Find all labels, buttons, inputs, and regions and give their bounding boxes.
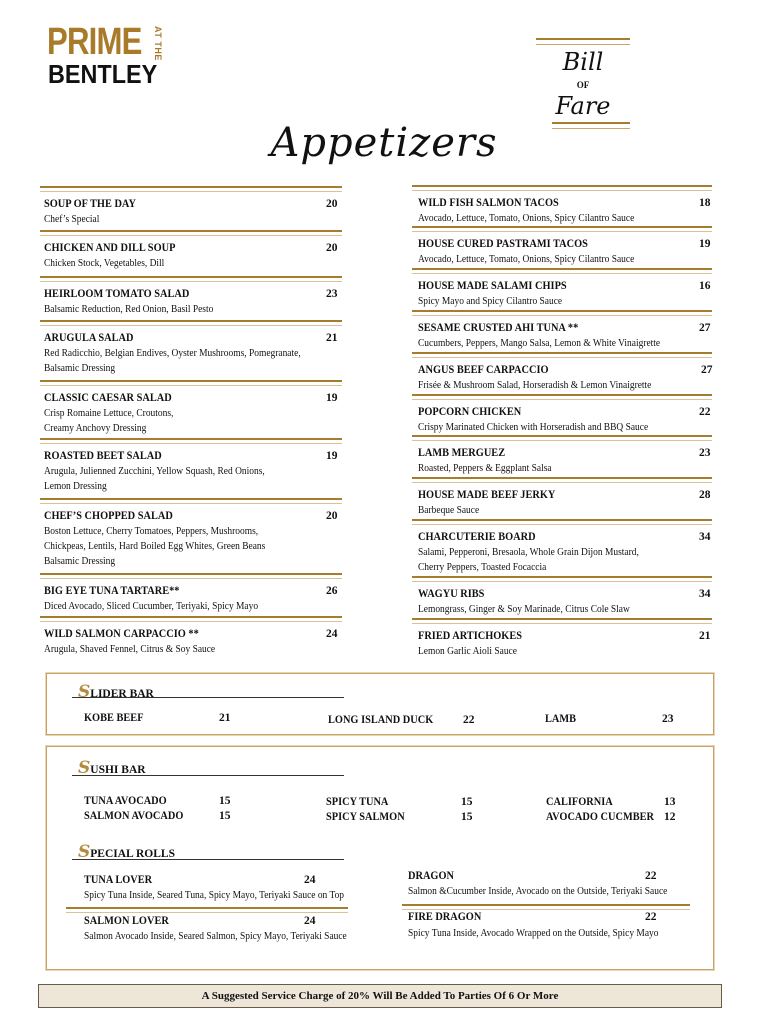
menu-divider xyxy=(40,320,342,326)
menu-item-name: BIG EYE TUNA TARTARE** xyxy=(44,585,180,597)
slider-bar-cap: S xyxy=(78,682,91,702)
menu-item-price: 21 xyxy=(326,332,338,344)
menu-item-price: 16 xyxy=(699,280,711,292)
menu-item-description: Creamy Anchovy Dressing xyxy=(44,423,147,434)
menu-item-name: LAMB MERGUEZ xyxy=(418,447,506,459)
menu-item-description: Frisée & Mushroom Salad, Horseradish & Lemon Vinaigrette xyxy=(418,380,652,391)
sushi-item-name: CALIFORNIA xyxy=(546,796,613,808)
sushi-item-price: 15 xyxy=(461,811,473,823)
service-charge-notice: A Suggested Service Charge of 20% Will Be Added To Parties Of 6 Or More xyxy=(38,984,722,1008)
menu-item-price: 19 xyxy=(326,450,338,462)
slider-item-price: 23 xyxy=(662,713,674,725)
menu-item-price: 20 xyxy=(326,510,338,522)
menu-divider xyxy=(40,616,342,622)
roll-name: TUNA LOVER xyxy=(84,874,153,886)
menu-item-name: SOUP OF THE DAY xyxy=(44,198,136,210)
menu-divider xyxy=(40,276,342,282)
roll-price: 24 xyxy=(304,874,316,886)
menu-item-price: 22 xyxy=(699,406,711,418)
menu-item-name: ARUGULA SALAD xyxy=(44,332,134,344)
menu-item-description: Chicken Stock, Vegetables, Dill xyxy=(44,258,165,269)
slider-item-name: KOBE BEEF xyxy=(84,712,144,724)
menu-item-price: 20 xyxy=(326,198,338,210)
slider-item-name: LONG ISLAND DUCK xyxy=(328,714,434,726)
sushi-item-price: 15 xyxy=(461,796,473,808)
logo-prime: PRIME xyxy=(47,21,142,63)
menu-item-description: Arugula, Julienned Zucchini, Yellow Squash, Red Onions, xyxy=(44,466,265,477)
menu-divider xyxy=(412,185,712,191)
menu-item-name: HOUSE CURED PASTRAMI TACOS xyxy=(418,238,588,250)
sushi-item-price: 15 xyxy=(219,810,231,822)
menu-item-description: Diced Avocado, Sliced Cucumber, Teriyaki, Spicy Mayo xyxy=(44,601,259,612)
sushi-item-price: 15 xyxy=(219,795,231,807)
menu-item-name: ROASTED BEET SALAD xyxy=(44,450,162,462)
menu-item-price: 27 xyxy=(701,364,713,376)
menu-item-description: Lemon Dressing xyxy=(44,481,107,492)
menu-item-name: FRIED ARTICHOKES xyxy=(418,630,523,642)
menu-divider xyxy=(412,394,712,400)
roll-divider xyxy=(66,907,348,913)
menu-item-price: 21 xyxy=(699,630,711,642)
menu-item-description: Balsamic Dressing xyxy=(44,556,116,567)
menu-divider xyxy=(412,435,712,441)
roll-divider xyxy=(402,904,690,910)
sushi-item-name: SPICY TUNA xyxy=(326,796,389,808)
menu-item-name: ANGUS BEEF CARPACCIO xyxy=(418,364,549,376)
slider-bar-underline xyxy=(72,697,344,698)
roll-desc: Spicy Tuna Inside, Avocado Wrapped on the Outside, Spicy Mayo xyxy=(408,928,659,939)
sushi-item-name: SALMON AVOCADO xyxy=(84,810,184,822)
roll-price: 22 xyxy=(645,911,657,923)
menu-item-price: 19 xyxy=(699,238,711,250)
menu-item-price: 27 xyxy=(699,322,711,334)
sushi-item-price: 13 xyxy=(664,796,676,808)
menu-divider xyxy=(412,226,712,232)
menu-item-description: Red Radicchio, Belgian Endives, Oyster Mushrooms, Pomegranate, xyxy=(44,348,301,359)
menu-divider xyxy=(40,230,342,236)
menu-item-name: WILD SALMON CARPACCIO ** xyxy=(44,628,199,640)
menu-item-name: CHARCUTERIE BOARD xyxy=(418,531,536,543)
slider-bar-heading xyxy=(78,682,154,702)
sushi-item-name: SPICY SALMON xyxy=(326,811,405,823)
menu-item-name: CHEF’S CHOPPED SALAD xyxy=(44,510,173,522)
menu-item-description: Crisp Romaine Lettuce, Croutons, xyxy=(44,408,174,419)
fare-text: Fare xyxy=(555,92,611,120)
roll-name: FIRE DRAGON xyxy=(408,911,482,923)
logo-at-the-text: AT THE xyxy=(153,26,163,61)
roll-desc: Spicy Tuna Inside, Seared Tuna, Spicy Mayo, Teriyaki Sauce on Top xyxy=(84,890,345,901)
menu-item-description: Lemon Garlic Aioli Sauce xyxy=(418,646,517,657)
page-title: Appetizers xyxy=(270,120,498,166)
menu-item-name: WAGYU RIBS xyxy=(418,588,485,600)
roll-name: DRAGON xyxy=(408,870,455,882)
menu-item-description: Boston Lettuce, Cherry Tomatoes, Peppers, Mushrooms, xyxy=(44,526,259,537)
sushi-item-price: 12 xyxy=(664,811,676,823)
menu-item-description: Lemongrass, Ginger & Soy Marinade, Citrus Cole Slaw xyxy=(418,604,630,615)
roll-desc: Salmon &Cucumber Inside, Avocado on the Outside, Teriyaki Sauce xyxy=(408,886,668,897)
menu-item-price: 18 xyxy=(699,197,711,209)
menu-item-price: 34 xyxy=(699,531,711,543)
menu-item-name: HOUSE MADE SALAMI CHIPS xyxy=(418,280,567,292)
slider-bar-title: LIDER BAR xyxy=(90,688,154,700)
menu-item-description: Cucumbers, Peppers, Mango Salsa, Lemon & White Vinaigrette xyxy=(418,338,661,349)
menu-divider xyxy=(40,186,342,192)
menu-item-description: Chickpeas, Lentils, Hard Boiled Egg Whites, Green Beans xyxy=(44,541,266,552)
logo-bentley: BENTLEY xyxy=(48,59,158,89)
slider-item-price: 22 xyxy=(463,714,475,726)
menu-item-description: Crispy Marinated Chicken with Horseradish and BBQ Sauce xyxy=(418,422,649,433)
bill-text: Bill xyxy=(562,48,604,76)
menu-item-name: HEIRLOOM TOMATO SALAD xyxy=(44,288,190,300)
menu-item-name: CLASSIC CAESAR SALAD xyxy=(44,392,172,404)
sushi-bar-title: USHI BAR xyxy=(90,764,146,776)
of-text: OF xyxy=(576,80,590,90)
menu-item-description: Chef’s Special xyxy=(44,214,100,225)
menu-item-name: HOUSE MADE BEEF JERKY xyxy=(418,489,556,501)
menu-divider xyxy=(40,438,342,444)
sushi-item-name: AVOCADO CUCMBER xyxy=(546,811,654,823)
menu-item-price: 23 xyxy=(326,288,338,300)
roll-price: 22 xyxy=(645,870,657,882)
menu-item-description: Roasted, Peppers & Eggplant Salsa xyxy=(418,463,552,474)
special-rolls-underline xyxy=(72,859,344,860)
special-rolls-title: PECIAL ROLLS xyxy=(90,848,175,860)
menu-item-description: Arugula, Shaved Fennel, Citrus & Soy Sauce xyxy=(44,644,216,655)
menu-divider xyxy=(412,519,712,525)
bill-of-fare-top-rule xyxy=(536,38,630,45)
menu-item-price: 19 xyxy=(326,392,338,404)
menu-item-price: 34 xyxy=(699,588,711,600)
slider-item-price: 21 xyxy=(219,712,231,724)
menu-item-description: Salami, Pepperoni, Bresaola, Whole Grain Dijon Mustard, xyxy=(418,547,639,558)
sushi-item-name: TUNA AVOCADO xyxy=(84,795,167,807)
roll-price: 24 xyxy=(304,915,316,927)
menu-divider xyxy=(412,576,712,582)
menu-divider xyxy=(412,268,712,274)
menu-divider xyxy=(40,380,342,386)
menu-item-description: Balsamic Reduction, Red Onion, Basil Pesto xyxy=(44,304,214,315)
menu-item-description: Spicy Mayo and Spicy Cilantro Sauce xyxy=(418,296,563,307)
menu-item-description: Balsamic Dressing xyxy=(44,363,116,374)
menu-item-name: WILD FISH SALMON TACOS xyxy=(418,197,559,209)
menu-item-description: Cherry Peppers, Toasted Focaccia xyxy=(418,562,547,573)
menu-item-price: 23 xyxy=(699,447,711,459)
menu-item-price: 26 xyxy=(326,585,338,597)
menu-divider xyxy=(40,573,342,579)
menu-item-description: Avocado, Lettuce, Tomato, Onions, Spicy Cilantro Sauce xyxy=(418,254,635,265)
menu-item-price: 20 xyxy=(326,242,338,254)
menu-divider xyxy=(40,498,342,504)
menu-divider xyxy=(412,618,712,624)
menu-item-description: Avocado, Lettuce, Tomato, Onions, Spicy Cilantro Sauce xyxy=(418,213,635,224)
menu-item-name: POPCORN CHICKEN xyxy=(418,406,522,418)
roll-name: SALMON LOVER xyxy=(84,915,169,927)
menu-item-description: Barbeque Sauce xyxy=(418,505,480,516)
sushi-bar-underline xyxy=(72,775,344,776)
slider-item-name: LAMB xyxy=(545,713,577,725)
menu-divider xyxy=(412,352,712,358)
menu-item-name: CHICKEN AND DILL SOUP xyxy=(44,242,176,254)
roll-desc: Salmon Avocado Inside, Seared Salmon, Spicy Mayo, Teriyaki Sauce xyxy=(84,931,347,942)
menu-item-price: 24 xyxy=(326,628,338,640)
menu-divider xyxy=(412,310,712,316)
menu-item-price: 28 xyxy=(699,489,711,501)
menu-item-name: SESAME CRUSTED AHI TUNA ** xyxy=(418,322,579,334)
sushi-bar-cap: S xyxy=(78,758,91,778)
menu-divider xyxy=(412,477,712,483)
special-rolls-cap: S xyxy=(78,842,91,862)
